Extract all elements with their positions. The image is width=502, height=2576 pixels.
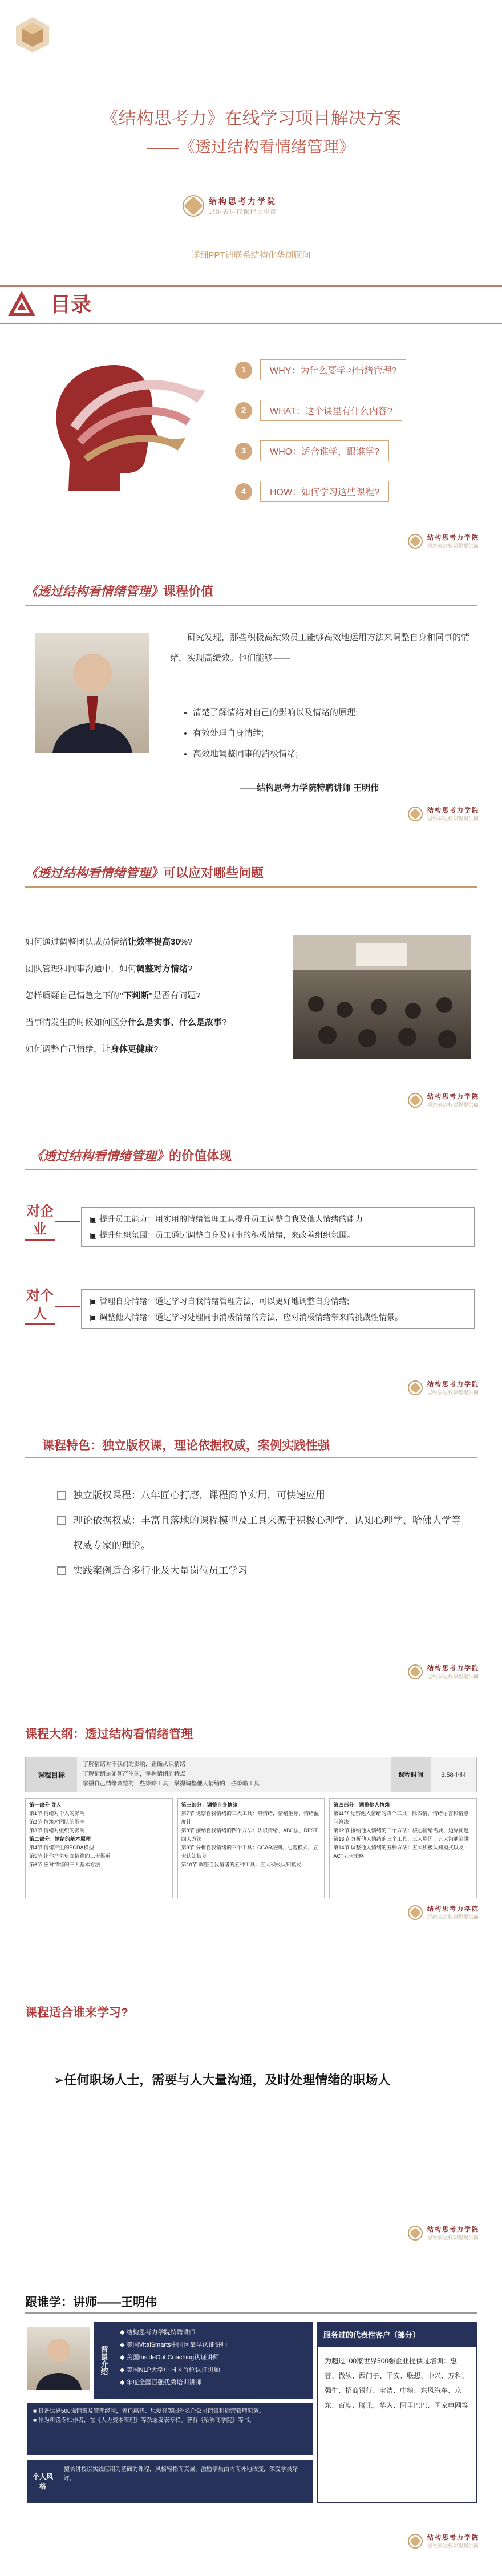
style-text: 擅长讲授以实践应用为基础的课程，风格轻松而真诚，激励学员由内而外地改变，深受学员好评。 [64, 2466, 298, 2482]
benefits-title: 《透过结构看情绪管理》的价值体现 [31, 1149, 232, 1163]
value-intro: 研究发现，那些积极高绩效员工能够高效地运用方法来调整自身和同事的情绪，实现高绩效。他们能够—— [170, 633, 470, 663]
footer-brand: 结构思考力学院 思维表达权课程提供商 [408, 1092, 479, 1108]
enterprise-label: 对企业 [25, 1202, 55, 1241]
value-bullet: • 高效地调整同事的消极情绪; [193, 744, 478, 764]
toc-item[interactable] [235, 400, 406, 421]
teacher-photo [35, 633, 149, 753]
brand-seal-icon [408, 1380, 423, 1395]
brand-sub: 思维表达权课程提供商 [209, 209, 277, 216]
problem-line: 当事情发生的时候如何区分什么是实事、什么是故事? [25, 1018, 227, 1027]
value-bullet: • 清楚了解情绪对自己的影响以及情绪的原理; [193, 703, 478, 723]
toc-num: 4 [235, 483, 252, 500]
value-bullets [181, 703, 478, 764]
goal-label: 课程目标 [26, 1757, 77, 1792]
goal-list: 了解情绪对于我们的影响，正确认识情绪 了解情绪是如何产生的，掌握情绪的特点 掌握自己情绪调整的一些策略工具，掌握调整他人情绪的一些策略工具 [83, 1761, 260, 1787]
value-title: 《透过结构看情绪管理》课程价值 [25, 584, 214, 598]
outline-title: 课程大纲：透过结构看情绪管理 [25, 1728, 193, 1741]
teacher-rule [25, 2312, 477, 2314]
time-value: 3.58小时 [441, 1772, 466, 1779]
cover-brand [183, 195, 277, 217]
time-label: 课程时间 [391, 1757, 431, 1792]
enterprise-box [81, 1207, 475, 1247]
person-box [81, 1289, 475, 1329]
person-item: ▣ 调整他人情绪：通过学习处理同事消极情绪的方法，应对消极情绪带来的挑战性情景。 [90, 1313, 403, 1322]
toc-num: 3 [235, 443, 252, 460]
toc-list [235, 359, 406, 502]
checkbox-icon [57, 1491, 66, 1500]
toc-item[interactable] [235, 440, 406, 461]
toc-num: 2 [235, 402, 252, 419]
toc-label: WHO：适合谁学，跟谁学? [260, 440, 389, 461]
feature-item: 实践案例适合多行业及大量岗位员工学习 [57, 1558, 468, 1583]
teacher-career-panel: ■ 具备世界500强销售及管理经验，曾任惠普、思爱普等国外名企公司销售和运营管理职务。 ■ 作为新锐专栏作者，在《人力资本管理》等杂志发表专栏。著有《哈佛商学院》等书。 [27, 2403, 313, 2455]
brand-seal-icon [408, 1905, 423, 1920]
teacher-style-panel [27, 2460, 313, 2503]
teacher-bg-panel [94, 2322, 313, 2399]
enterprise-item: ▣ 提升组织氛围：员工通过调整自身及同事的积极情绪，来改善组织氛围。 [90, 1230, 355, 1240]
outline-col-3: 第四部分：调整他人情绪 第11节 觉察他人情绪的四个工具：除表情、情绪语言和情感问答法 第12节 接纳他人情绪的三个方法：核心情绪需要、边界问题 第13节 分析他人情绪的三个工具：三大原因、五大沟通陷阱 第14节 调整他人情绪的五种方法：五大积极认知模式以及ACT五大策略 [329, 1798, 477, 1898]
footer-brand: 结构思考力学院 思维表达权课程提供商 [408, 533, 479, 549]
audience-text: ➢任何职场人士，需要与人大量沟通，及时处理情绪的职场人 [54, 2073, 391, 2087]
feature-item: 理论依据权威：丰富且落地的课程模型及工具来源于积极心理学、认知心理学、哈佛大学等权威专家的理论。 [57, 1508, 468, 1558]
footer-brand: 结构思考力学院 思维表达权课程提供商 [408, 1904, 479, 1921]
bg-list: ◆ 结构思考力学院特聘讲师 ◆ 美国VitalSmarts中国区最早认证讲师 ◆ 美国InsideOut Coaching认证讲师 ◆ 美国NLP大学中国区首位认证讲师 ◆ 年度全国百强优秀培训讲师 [120, 2329, 228, 2386]
bg-label: 背景介绍 [99, 2346, 108, 2375]
feature-item: 独立版权课程：八年匠心打磨，课程简单实用，可快速应用 [57, 1483, 468, 1508]
clients-text: 为超过100家世界500强企业提供过培训：惠普、微软、西门子、平安、联想、中兴、万科、强生、招商银行、宝洁、中粮、东风汽车、京东、百度、腾讯、华为、阿里巴巴、国家电网等 [325, 2357, 469, 2409]
toc-triangle-icon [6, 289, 38, 323]
person-label: 对个人 [25, 1287, 55, 1325]
cover-title: 《结构思考力》在线学习项目解决方案 [100, 108, 402, 128]
teacher-title: 跟谁学：讲师——王明伟 [25, 2296, 157, 2309]
enterprise-item: ▣ 提升员工能力：用实用的情绪管理工具提升员工调整自我及他人情绪的能力 [90, 1214, 363, 1224]
outline-goal-row [25, 1757, 477, 1792]
features-title: 课程特色：独立版权课，理论依据权威，案例实践性强 [42, 1439, 330, 1452]
checkbox-icon [57, 1516, 66, 1525]
clients-panel [317, 2322, 477, 2503]
toc-label: WHY：为什么要学习情绪管理? [260, 359, 406, 380]
style-label: 个人风格 [32, 2473, 53, 2490]
problem-line: 如何通过调整团队成员情绪让效率提高30%? [25, 937, 193, 947]
toc-title: 目录 [50, 293, 92, 316]
brand-logo-icon [13, 15, 52, 55]
teacher-avatar [27, 2327, 90, 2390]
head-illustration [34, 342, 205, 516]
footer-brand: 结构思考力学院 思维表达权课程提供商 [408, 805, 479, 822]
toc-item[interactable] [235, 359, 406, 380]
toc-top-rule [0, 285, 502, 287]
footer-brand: 结构思考力学院 思维表达权课程提供商 [408, 1663, 479, 1680]
person-item: ▣ 管理自身情绪：通过学习自我情绪管理方法，可以更好地调整自身情绪; [90, 1297, 350, 1306]
benefits-rule [25, 1169, 477, 1170]
clients-title: 服务过的代表性客户（部分） [318, 2322, 476, 2347]
classroom-photo [293, 935, 471, 1059]
brand-seal-icon [408, 1664, 423, 1679]
toc-bottom-rule [0, 323, 502, 324]
value-rule [25, 605, 477, 606]
toc-num: 1 [235, 362, 252, 379]
problem-line: 怎样质疑自己情急之下的"下判断"是否有问题? [25, 991, 201, 1001]
brand-seal-icon [408, 1093, 423, 1108]
features-rule [25, 1457, 477, 1458]
brand-name: 结构思考力学院 [209, 198, 277, 206]
problems-title: 《透过结构看情绪管理》可以应对哪些问题 [25, 866, 264, 880]
problem-line: 团队管理和同事沟通中，如何调整对方情绪? [25, 964, 193, 974]
outline-col-1: 第一部分 导入 第1节 情绪对个人的影响 第2节 情绪对团队的影响 第3节 情绪对组织的影响 第二部分：情绪的基本原理 第4节 情绪产生的ECDA模型 第5节 让你产生负面情绪的三大渠道 第6节 应对情绪的三大基本方法 [25, 1798, 173, 1898]
value-bullet: • 有效处理自身情绪; [193, 723, 478, 744]
audience-title: 课程适合谁来学习? [25, 2006, 128, 2019]
brand-seal-icon [408, 807, 423, 821]
outline-columns [25, 1798, 477, 1898]
outline-col-2: 第三部分：调整自身情绪 第7节 觉察自我情绪的三大工具：辨情绪，情绪坐标、情绪温度计 第8节 接纳自我情绪的四个方法：认识情绪、ABC法、REST四大方法 第9节 分析自我情绪的三个工具：CCAR法则、心智模式、五大认知偏差 第10节 调整自我情绪的五种工具：五大积极认知模式 [177, 1798, 325, 1898]
checkbox-icon [57, 1566, 66, 1575]
toc-label: WHAT：这个课里有什么内容? [260, 400, 402, 421]
brand-seal-icon [408, 2534, 423, 2549]
features-list [57, 1483, 468, 1583]
footer-brand: 结构思考力学院 思维表达权课程提供商 [408, 2225, 479, 2241]
problems-rule [25, 886, 477, 888]
cover-subtitle: ——《透过结构看情绪管理》 [147, 138, 355, 156]
problems-list [25, 929, 293, 1063]
brand-seal-icon [183, 195, 204, 217]
toc-label: HOW：如何学习这些课程? [260, 481, 389, 502]
footer-brand: 结构思考力学院 思维表达权课程提供商 [408, 2533, 479, 2549]
brand-seal-icon [408, 2226, 423, 2241]
brand-seal-icon [408, 534, 423, 549]
cover-tagline: 详细PPT请联系结构化华创顾问 [191, 250, 311, 260]
toc-item[interactable] [235, 481, 406, 502]
value-signature: ——结构思考力学院特聘讲师 王明伟 [240, 783, 379, 793]
enterprise-connector [55, 1221, 80, 1222]
footer-brand: 结构思考力学院 思维表达权课程提供商 [408, 1379, 479, 1396]
problem-line: 如何调整自己情绪，让身体更健康? [25, 1044, 159, 1054]
person-connector [55, 1306, 80, 1307]
